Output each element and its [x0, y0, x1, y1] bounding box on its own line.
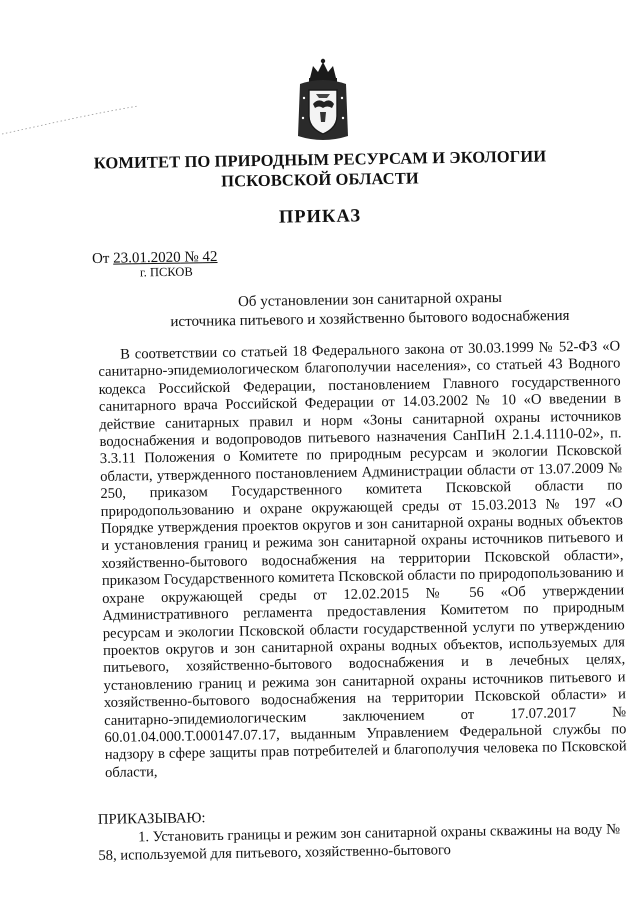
- date-prefix: От: [91, 250, 114, 267]
- scan-artifact-line: [0, 96, 140, 136]
- document-type-title: ПРИКАЗ: [278, 206, 362, 228]
- order-heading: ПРИКАЗЫВАЮ:: [97, 810, 206, 828]
- preamble-paragraph: В соответствии со статьей 18 Федерального закона от 30.03.1999 № 52-ФЗ «О санитарно-эпидемиологическом благополучии населения», со статьей 43 Водного кодекса Российской Федерации, постановлением Главного государственного санитарного врача Российской Федерации от 14.03.2002 № 10 «О введении в действие санитарных правил и норм «Зоны санитарной охраны источников водоснабжения и водопроводов питьевого назначения СанПиН 2.1.4.1110-02», п. 3.3.11 Положения о Комитете по природным ресурсам и экологии Псковской области, утвержденного постановлением Администрации области от 13.07.2009 № 250, приказом Государственного комитета Псковской области по природопользованию и охране окружающей среды от 15.03.2013 № 197 «О Порядке утверждения проектов округов и зон санитарной охраны водных объектов и установления границ и режима зон санитарной охраны источников питьевого и хозяйственно-бытового водоснабжения на территории Псковской области», приказом Государственного комитета Псковской области по природопользованию и охране окружающей среды от 12.02.2015 № 56 «Об утверждении Административного регламента предоставления Комитетом по природным ресурсам и экологии Псковской области государственной услуги по утверждению проектов округов и зон санитарной охраны водных объектов, используемых для питьевого, хозяйственно-бытового водоснабжения и в лечебных целях, установлению границ и режима зон санитарной охраны источников питьевого и хозяйственно-бытового водоснабжения на территории Псковской области» и санитарно-эпидемиологическим заключением от 17.07.2017 № 60.01.04.000.Т.000147.07.17, выданным Управлением Федеральной службы по надзору в сфере защиты прав потребителей и благополучия человека по Псковской области,: [98, 338, 627, 781]
- document-number: 42: [202, 249, 218, 266]
- organization-name-line1: КОМИТЕТ ПО ПРИРОДНЫМ РЕСУРСАМ И ЭКОЛОГИИ: [93, 146, 547, 173]
- subject-line2: источника питьевого и хозяйственно бытового водоснабжения: [170, 307, 570, 331]
- document-date: 23.01.2020: [113, 249, 181, 267]
- number-sign: №: [180, 249, 203, 266]
- issuing-city: г. ПСКОВ: [139, 264, 193, 280]
- organization-name-line2: ПСКОВСКОЙ ОБЛАСТИ: [221, 168, 419, 191]
- order-item-1: 1. Установить границы и режим зон санитарной охраны скважины на воду № 58, используемой для питьевого, хозяйственно-бытового: [98, 821, 621, 864]
- subject-line1: Об установлении зон санитарной охраны: [237, 289, 503, 311]
- coat-of-arms-icon: [294, 58, 352, 144]
